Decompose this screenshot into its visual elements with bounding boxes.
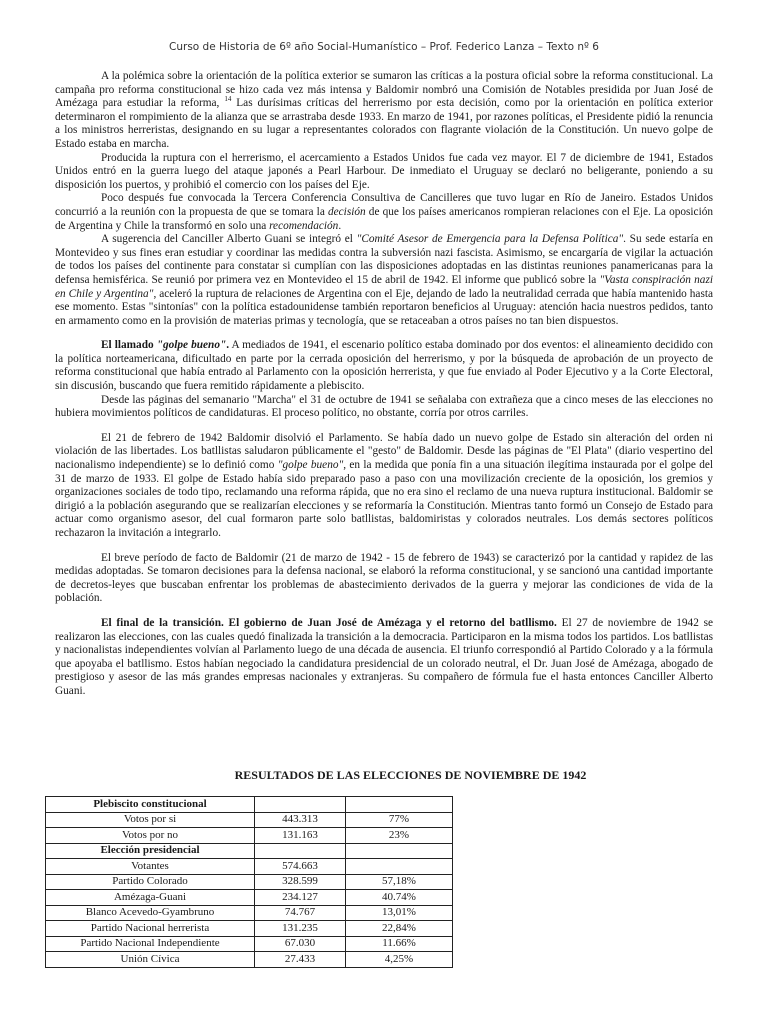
text-run: de que los países americanos rompieran relaciones con el Eje. La oposición de Argentina y Chile la transformó en solo una — [55, 205, 713, 232]
body-text — [55, 70, 713, 699]
text-run: A mediados de 1941, el escenario político estaba dominado por dos eventos: el alineamiento decidido con la política norteamericana, dificultado en parte por la cerrada oposición del herrerismo, y por la búsqueda de aprobación de un proyecto de reforma constitucional que había entrado al Parlamento con la oposición herrerista, y que fue enviado al Poder Ejecutivo y a la Corte Electoral, sin discusión, buscando que fuera remitido rápidamente a plebiscito. — [55, 339, 713, 393]
votes-cell: 74.767 — [255, 905, 346, 921]
text-run: . — [226, 339, 230, 352]
row-label: Votantes — [46, 859, 255, 875]
table-row — [46, 874, 453, 890]
percent-cell: 4,25% — [346, 952, 453, 968]
table-cell — [255, 797, 346, 813]
section-heading: El final de la transición. El gobierno de Juan José de Amézaga y el retorno del batllismo. — [101, 616, 557, 629]
row-label: Amézaga-Guani — [46, 890, 255, 906]
percent-cell: 11.66% — [346, 936, 453, 952]
table-title: RESULTADOS DE LAS ELECCIONES DE NOVIEMBRE DE 1942 — [234, 768, 587, 782]
row-label: Partido Nacional Independiente — [46, 936, 255, 952]
text-run: , aceleró la ruptura de relaciones de Argentina con el Eje, dejando de lado la neutralidad cerrada que había mantenido hasta ese momento. Estas "sintonías" con la política estadounidense también reportaron beneficios al Uruguay: atención hacia nuestros pedidos, tanto en armamento como en la provisión de materias primas y tecnología, que se retaceaban a otros países no tan bien dispuestos. — [55, 287, 713, 327]
text-run: El 27 de noviembre de 1942 se realizaron las elecciones, con las cuales quedó finalizada la transición a la democracia. Participaron en la misma todos los partidos. Los batllistas y nacionalistas independientes volvían al Parlamento luego de una década de ausencia. El triunfo correspondió al Partido Colorado y a la fórmula que apoyaba el batllismo. Estos habían negociado la candidatura presidencial de un colorado neutral, el Dr. Juan José de Amézaga, abogado de prestigioso y asesor de las más grandes empresas nacionales y extranjeras. Su compañero de fórmula fue el hasta entonces Canciller Alberto Guani. — [55, 616, 713, 697]
percent-cell: 57,18% — [346, 874, 453, 890]
table-row — [46, 797, 453, 813]
table-row — [46, 952, 453, 968]
table-row — [46, 890, 453, 906]
text-run: El 21 de febrero de 1942 Baldomir disolvió el Parlamento. Se había dado un nuevo golpe de Estado sin alteración del orden ni violación de las libertades. Los batllistas saludaron públicamente el "gesto" de Baldomir. Desde las páginas de "El Plata" (diario vespertino del nacionalismo independiente) se lo definió como — [55, 431, 713, 472]
results-table — [45, 796, 453, 968]
text-run: El llamado — [101, 339, 157, 352]
paragraph — [55, 552, 713, 606]
text-run: . — [338, 219, 342, 232]
percent-cell: 77% — [346, 812, 453, 828]
votes-cell: 574.663 — [255, 859, 346, 875]
votes-cell: 131.235 — [255, 921, 346, 937]
results-table-body — [46, 797, 453, 968]
paragraph — [55, 152, 713, 193]
text-run: . Su sede estaría en Montevideo y sus fines eran estudiar y coordinar las medidas contra la subversión nazi fascista. Asimismo, se encargaría de vigilar la actuación de todos los países del continente para constatar si cumplían con las disposiciones adoptadas en las distintas reuniones panamericanas para la defensa hemisférica. Se reunió por primera vez en Montevideo el 15 de abril de 1942. El informe que publicó sobre la — [55, 233, 713, 286]
table-cell — [346, 797, 453, 813]
footnote-marker: 14 — [224, 95, 232, 104]
percent-cell: 23% — [346, 828, 453, 844]
text-run: , en la medida que ponía fin a una situación ilegítima instaurada por el golpe del 31 de marzo de 1933. El golpe de Estado había sido preparado paso a paso con una movilización creciente de la oposición, los gremios y organizaciones sociales de todo tipo, reclamando una reforma rápida, que no era sino el reclamo de una nueva ruptura institucional. Baldomir se dirigió a la población asegurando que se realizarían elecciones y se reformaría la Constitución. Mientras tanto formó un Consejo de Estado para actuar como organismo asesor, del cual formaron parte solo batllistas, baldomiristas y colorados neutrales. Los demás sectores políticos rechazaron la invitación a integrarlo. — [55, 459, 713, 539]
row-label: Partido Colorado — [46, 874, 255, 890]
text-run: A sugerencia del Canciller Alberto Guani se integró el — [101, 233, 357, 246]
paragraph — [55, 233, 713, 328]
row-label: Unión Cívica — [46, 952, 255, 968]
votes-cell: 131.163 — [255, 828, 346, 844]
emphasis: "Vasta conspiración nazi en Chile y Argentina" — [55, 273, 713, 300]
table-row — [46, 812, 453, 828]
row-label: Partido Nacional herrerista — [46, 921, 255, 937]
paragraph — [55, 394, 713, 421]
votes-cell: 27.433 — [255, 952, 346, 968]
table-row — [46, 936, 453, 952]
page-header: Curso de Historia de 6º año Social-Humanístico – Prof. Federico Lanza – Texto nº 6 — [169, 41, 599, 53]
paragraph — [55, 192, 713, 233]
table-cell — [255, 843, 346, 859]
section-heading — [101, 339, 229, 351]
votes-cell: 67.030 — [255, 936, 346, 952]
table-row — [46, 828, 453, 844]
table-row — [46, 859, 453, 875]
section-header-cell: Plebiscito constitucional — [46, 797, 255, 813]
paragraph — [55, 617, 713, 699]
text-run: A la polémica sobre la orientación de la política exterior se sumaron las críticas a la postura oficial sobre la reforma constitucional. La campaña pro reforma constitucional se hizo cada vez más intensa y Baldomir nombró una Comisión de Notables presidida por Juan José de Amézaga para estudiar la reforma, — [55, 70, 713, 110]
emphasis: "golpe bueno" — [156, 339, 227, 352]
row-label: Blanco Acevedo-Gyambruno — [46, 905, 255, 921]
text-run: Las durísimas críticas del herrerismo por esta decisión, como por la orientación en política exterior determinaron el rompimiento de la alianza que se arrastraba desde 1933. En marzo de 1941, por razones políticas, el Presidente pidió la renuncia a los ministros herreristas, designando en su lugar a representantes colorados con flagrante violación de la Constitución. Un nuevo golpe de Estado estaba en marcha. — [55, 97, 714, 150]
percent-cell: 22,84% — [346, 921, 453, 937]
section-header-cell: Elección presidencial — [46, 843, 255, 859]
percent-cell: 13,01% — [346, 905, 453, 921]
emphasis: "Comité Asesor de Emergencia para la Defensa Política" — [356, 233, 624, 246]
text-run: Desde las páginas del semanario "Marcha" el 31 de octubre de 1941 se señalaba con extrañeza que a cinco meses de las elecciones no hubiera movimientos políticos de candidaturas. El proceso político, no obstante, corría por otros carriles. — [55, 393, 713, 420]
row-label: Votos por si — [46, 812, 255, 828]
emphasis: decisión — [328, 205, 366, 218]
emphasis: "golpe bueno" — [277, 459, 344, 472]
votes-cell: 443.313 — [255, 812, 346, 828]
text-run: El breve período de facto de Baldomir (21 de marzo de 1942 - 15 de febrero de 1943) se caracterizó por la cantidad y rapidez de las medidas adoptadas. Se tomaron decisiones para la defensa nacional, se elaboró la reforma constitucional, y se sancionó una cantidad importante de decretos-leyes que buscaban enfrentar los problemas de abastecimiento derivados de la guerra y mejorar las condiciones de vida de la población. — [55, 551, 713, 605]
table-row — [46, 843, 453, 859]
percent-cell — [346, 859, 453, 875]
votes-cell: 328.599 — [255, 874, 346, 890]
text-run: Poco después fue convocada la Tercera Conferencia Consultiva de Cancilleres que tuvo lugar en Río de Janeiro. Estados Unidos concurrió a la reunión con la propuesta de que se tomara la — [55, 192, 713, 218]
table-cell — [346, 843, 453, 859]
row-label: Votos por no — [46, 828, 255, 844]
paragraph — [55, 70, 713, 152]
votes-cell: 234.127 — [255, 890, 346, 906]
percent-cell: 40.74% — [346, 890, 453, 906]
table-row — [46, 905, 453, 921]
paragraph — [55, 432, 713, 541]
paragraph — [55, 339, 713, 393]
text-run: Producida la ruptura con el herrerismo, el acercamiento a Estados Unidos fue cada vez mayor. El 7 de diciembre de 1941, Estados Unidos entró en la guerra luego del ataque japonés a Pearl Harbour. De inmediato el Uruguay se declaró no beligerante, poniendo a su disposición los puertos, y prohibió el comercio con los países del Eje. — [55, 151, 713, 191]
emphasis: recomendación — [269, 219, 339, 232]
table-row — [46, 921, 453, 937]
